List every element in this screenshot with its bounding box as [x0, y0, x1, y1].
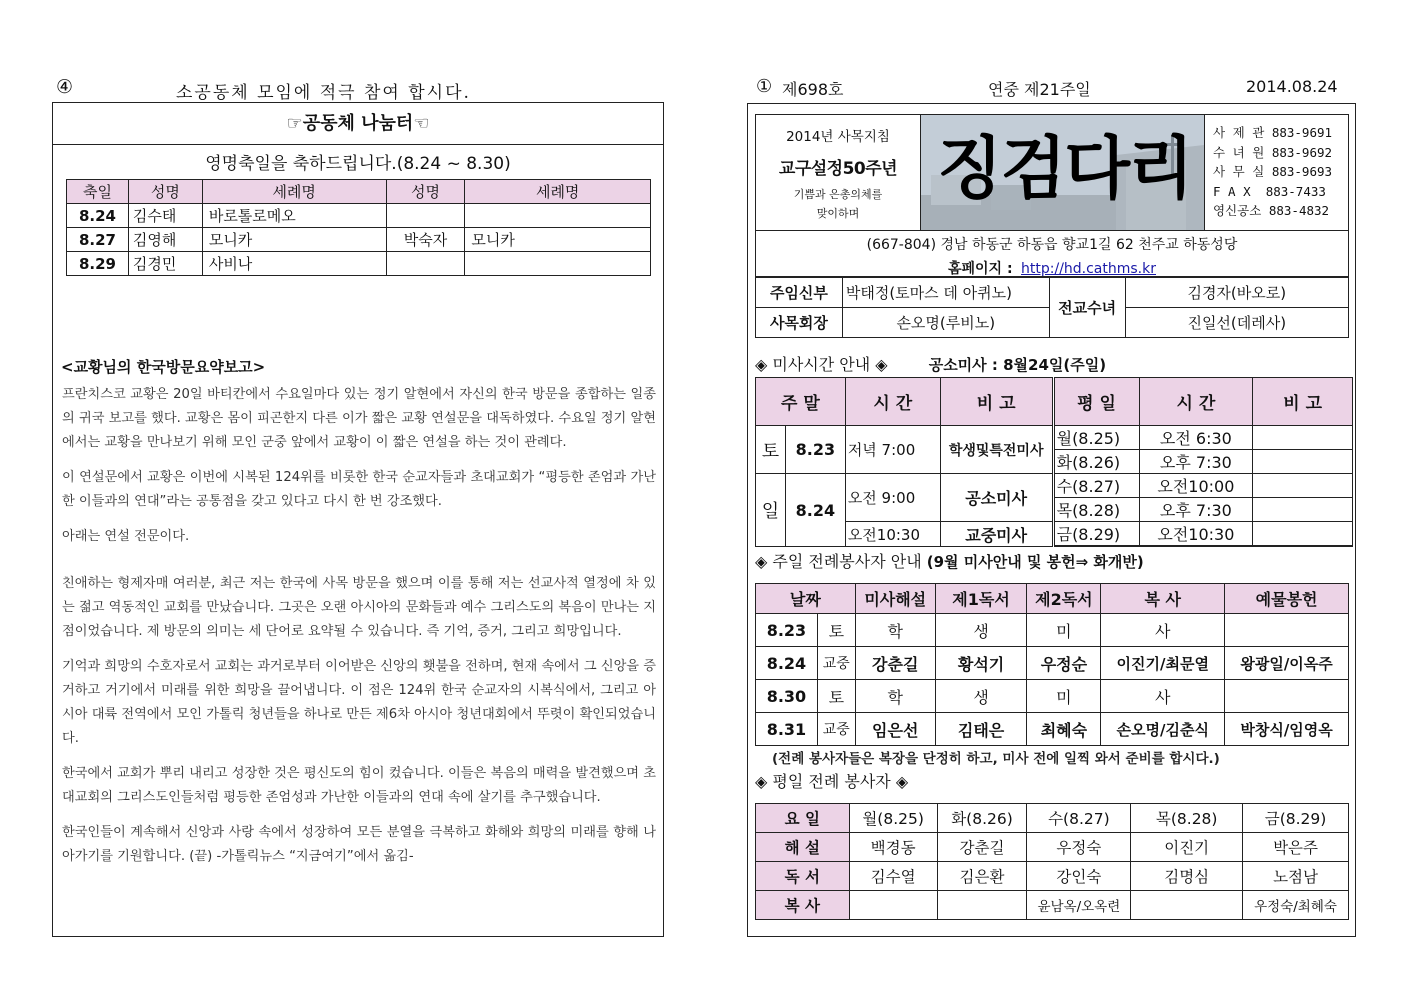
server-row [756, 713, 1349, 746]
mass-header-row [756, 378, 1353, 426]
issue-number: 제698호 [782, 80, 844, 99]
weekday-header: 월(8.25) [849, 804, 937, 833]
feast-table [66, 179, 651, 276]
feast-title: 영명축일을 축하드립니다.(8.24 ~ 8.30) [205, 154, 511, 174]
server-cell: 학 [855, 614, 935, 647]
weekend-note: 공소미사 [940, 474, 1053, 522]
feast-date: 8.24 [67, 204, 129, 228]
server-cell: 임은선 [855, 713, 935, 746]
server-header: 미사해설 [855, 584, 935, 614]
feast-header: 세례명 [465, 180, 651, 204]
weekday-header: 화(8.26) [937, 804, 1027, 833]
weekday-day: 수(8.27) [1053, 474, 1139, 498]
weekday-servers-table [755, 803, 1349, 920]
weekday-cell: 김수열 [849, 862, 937, 891]
feast-baptism: 모니카 [465, 228, 651, 252]
guideline-year: 2014년 사목지침 [786, 129, 890, 145]
president-name: 손오명(루비노) [842, 308, 1049, 338]
weekday-cell: 박은주 [1243, 833, 1349, 862]
feast-date: 8.29 [67, 252, 129, 276]
weekday-time: 오전10:30 [1139, 522, 1253, 546]
weekday-row [756, 891, 1349, 920]
mass-header: 시 간 [1139, 378, 1253, 426]
weekday-cell [937, 891, 1027, 920]
newsletter-title: 징검다리 [937, 129, 1192, 209]
feast-name: 김영해 [128, 228, 202, 252]
server-date: 8.24 [756, 647, 818, 680]
server-cell: 학 [855, 680, 935, 713]
server-day: 토 [817, 614, 855, 647]
server-cell: 생 [935, 680, 1027, 713]
contact-line: 사 제 관 883-9691 [1213, 125, 1333, 140]
masthead [755, 114, 1349, 231]
server-date: 8.30 [756, 680, 818, 713]
weekday-role: 해 설 [756, 833, 850, 862]
weekday-day: 금(8.29) [1053, 522, 1139, 546]
mass-header: 비 고 [940, 378, 1053, 426]
server-cell [1225, 680, 1349, 713]
right-page-header [752, 76, 1352, 102]
server-header-row [756, 584, 1349, 614]
weekday-role: 복 사 [756, 891, 850, 920]
sister-name: 김경자(바오로) [1125, 278, 1348, 308]
server-header: 예물봉헌 [1225, 584, 1349, 614]
weekday-cell [1131, 891, 1243, 920]
weekday-time: 오후 7:30 [1139, 450, 1253, 474]
pastor-name: 박태정(토마스 데 아퀴노) [842, 278, 1049, 308]
server-cell: 생 [935, 614, 1027, 647]
feast-header: 축일 [67, 180, 129, 204]
contact-line: F A X 883-7433 [1213, 183, 1326, 199]
server-cell: 사 [1101, 614, 1225, 647]
feast-baptism [465, 204, 651, 228]
contact-line: 영신공소 883-4832 [1213, 203, 1330, 218]
sunday-servers-table [755, 583, 1349, 746]
sunday-servers-note: (9월 미사안내 및 봉헌⇒ 화개반) [926, 553, 1144, 571]
contact-line: 수 녀 원 883-9692 [1213, 144, 1333, 160]
weekend-day: 일 [756, 474, 786, 547]
server-cell: 우정순 [1027, 647, 1101, 680]
weekday-header: 요 일 [756, 804, 850, 833]
report-paragraph: 한국에서 교회가 뿌리 내리고 성장한 것은 평신도의 힘이 컸습니다. 이들은 복음의 매력을 발견했으며 초대교회의 그리스도인들처럼 평등한 존엄성과 가난한 이들과의 연대 속에 살기를 추구했습니다. [62, 766, 656, 805]
weekday-cell: 백경동 [849, 833, 937, 862]
weekday-servers-heading: ◈ 평일 전례 봉사자 ◈ [755, 772, 909, 791]
weekend-date: 8.24 [785, 474, 845, 547]
mass-row [756, 474, 1353, 498]
weekday-cell: 우정숙 [1027, 833, 1131, 862]
server-row [756, 614, 1349, 647]
server-cell: 왕광일/이옥주 [1225, 647, 1349, 680]
server-cell: 강춘길 [855, 647, 935, 680]
weekday-cell: 김은환 [937, 862, 1027, 891]
mass-times-table [755, 377, 1353, 547]
feast-header-row [67, 180, 651, 204]
mass-row [756, 426, 1353, 450]
server-cell: 황석기 [935, 647, 1027, 680]
left-page-header [52, 76, 664, 102]
weekday-cell: 강인숙 [1027, 862, 1131, 891]
report-paragraph: 프란치스코 교황은 20일 바티칸에서 수요일마다 있는 정기 알현에서 자신의 한국 방문을 종합하는 일종의 귀국 보고를 했다. 교황은 몸이 피곤한지 다른 이가 짧은 교황 연설문을 대독하였다. 수요일 정기 알현에서는 교황을 만나보기 위해 모인 군중 앞에서 교황이 이 짧은 연설을 하는 것이 관례다. [62, 387, 656, 450]
weekday-time: 오후 7:30 [1139, 498, 1253, 522]
server-cell: 김태은 [935, 713, 1027, 746]
weekday-cell: 강춘길 [937, 833, 1027, 862]
server-header: 복 사 [1101, 584, 1225, 614]
feast-row [67, 204, 651, 228]
feast-name: 김수태 [128, 204, 202, 228]
mass-heading: ◈ 미사시간 안내 ◈ 공소미사 : 8월24일(주일) [755, 355, 1107, 374]
feast-header: 성명 [386, 180, 465, 204]
report-title: <교황님의 한국방문요약보고> [61, 358, 266, 376]
weekday-day: 화(8.26) [1053, 450, 1139, 474]
mass-header: 평 일 [1053, 378, 1139, 426]
report-body [62, 383, 656, 880]
server-date: 8.31 [756, 713, 818, 746]
server-header: 날짜 [756, 584, 856, 614]
mass-header: 비 고 [1253, 378, 1353, 426]
weekday-header: 금(8.29) [1243, 804, 1349, 833]
liturgical-week: 연중 제21주일 [988, 80, 1091, 99]
feast-baptism: 바로톨로메오 [202, 204, 386, 228]
mass-header: 주 말 [756, 378, 846, 426]
weekday-cell: 우정숙/최혜숙 [1243, 891, 1349, 920]
feast-baptism: 사비나 [202, 252, 386, 276]
contact-list [1204, 115, 1350, 230]
weekday-time: 오전10:00 [1139, 474, 1253, 498]
server-cell: 박창식/임영옥 [1225, 713, 1349, 746]
weekend-date: 8.23 [785, 426, 845, 474]
feast-name [386, 252, 465, 276]
issue-date: 2014.08.24 [1246, 77, 1338, 96]
weekday-role: 독 서 [756, 862, 850, 891]
mass-header: 시 간 [845, 378, 940, 426]
left-slogan: 소공동체 모임에 적극 참여 합시다. [176, 83, 471, 103]
server-cell [1225, 614, 1349, 647]
homepage-line [756, 258, 1348, 278]
server-cell: 손오명/김춘식 [1101, 713, 1225, 746]
server-row [756, 647, 1349, 680]
weekday-header-row [756, 804, 1349, 833]
weekend-time: 오전 9:00 [845, 474, 940, 522]
church-photo [921, 115, 1204, 230]
weekday-cell: 노점남 [1243, 862, 1349, 891]
church-address: (667-804) 경남 하동군 하동읍 향교1길 62 천주교 하동성당 [866, 237, 1238, 253]
homepage-label: 홈페이지 : [947, 261, 1013, 277]
server-cell: 사 [1101, 680, 1225, 713]
weekday-row [756, 862, 1349, 891]
server-date: 8.23 [756, 614, 818, 647]
weekday-cell: 김명심 [1131, 862, 1243, 891]
server-header: 제2독서 [1027, 584, 1101, 614]
report-paragraph: 친애하는 형제자매 여러분, 최근 저는 한국에 사목 방문을 했으며 이를 통해 저는 선교사적 열정에 차 있는 젊고 역동적인 교회를 만났습니다. 그곳은 오랜 아시아의 문화들과 예수 그리스도의 복음이 만나는 지점이었습니다. 제 방문의 의미는 세 단어로 요약될 수 있습니다. 즉 기억, 증거, 그리고 희망입니다. [62, 576, 656, 639]
motto-line-2: 맞이하며 [816, 207, 860, 220]
weekend-time: 오전10:30 [845, 522, 940, 547]
report-paragraph: 이 연설문에서 교황은 이번에 시복된 124위를 비롯한 한국 순교자들과 초대교회가 “평등한 존엄과 가난한 이들과의 연대”라는 공통점을 갖고 있다고 다시 한 번 강조했다. [62, 470, 656, 509]
motto-line-1: 기쁨과 은총의체를 [793, 188, 883, 201]
contact-line: 사 무 실 883-9693 [1213, 164, 1333, 179]
weekday-row [756, 833, 1349, 862]
bulletin-front [747, 103, 1356, 937]
report-paragraph: 한국인들이 계속해서 신앙과 사랑 속에서 성장하여 모든 분열을 극복하고 화해와 희망의 미래를 향해 나아가기를 기원합니다. (끝) -가톨릭뉴스 “지금여기”에서 옮김- [62, 825, 656, 864]
weekday-day: 월(8.25) [1053, 426, 1139, 450]
server-day: 교중 [817, 713, 855, 746]
weekday-cell: 윤남옥/오옥련 [1027, 891, 1131, 920]
feast-baptism: 모니카 [202, 228, 386, 252]
mission-mass: 공소미사 : 8월24일(주일) [928, 356, 1107, 374]
sunday-servers-heading: ◈ 주일 전례봉사자 안내 (9월 미사안내 및 봉헌⇒ 화개반) [755, 552, 1144, 571]
homepage-link[interactable]: http://hd.cathms.kr [1021, 261, 1156, 277]
server-day: 토 [817, 680, 855, 713]
feast-header: 세례명 [202, 180, 386, 204]
staff-row [756, 278, 1349, 308]
weekend-time: 저녁 7:00 [845, 426, 940, 474]
feast-name: 김경민 [128, 252, 202, 276]
feast-date: 8.27 [67, 228, 129, 252]
right-page-number: ① [756, 76, 773, 97]
report-paragraph: 아래는 연설 전문이다. [62, 529, 190, 544]
server-dress-note: (전례 봉사자들은 복장을 단정히 하고, 미사 전에 일찍 와서 준비를 합시다.) [772, 751, 1220, 767]
community-section [52, 102, 664, 937]
pastoral-guideline [756, 115, 921, 230]
server-cell: 최혜숙 [1027, 713, 1101, 746]
server-row [756, 680, 1349, 713]
weekday-header: 수(8.27) [1027, 804, 1131, 833]
weekend-day: 토 [756, 426, 786, 474]
left-page-number: ④ [56, 76, 74, 98]
server-day: 교중 [817, 647, 855, 680]
weekday-day: 목(8.28) [1053, 498, 1139, 522]
sister-name: 진일선(데레사) [1125, 308, 1348, 338]
feast-name: 박숙자 [386, 228, 465, 252]
staff-table [755, 277, 1349, 338]
feast-header: 성명 [128, 180, 202, 204]
weekday-header: 목(8.28) [1131, 804, 1243, 833]
server-header: 제1독서 [935, 584, 1027, 614]
address-box [755, 231, 1349, 277]
weekday-cell [849, 891, 937, 920]
president-label: 사목회장 [756, 308, 843, 338]
feast-row [67, 228, 651, 252]
report-paragraph: 기억과 희망의 수호자로서 교회는 과거로부터 이어받은 신앙의 횃불을 전하며, 현재 속에서 그 신앙을 증거하고 거기에서 미래를 위한 희망을 끌어냅니다. 이 점은 124위 한국 순교자의 시복식에서, 그리고 아시아 대륙 전역에서 모인 가톨릭 청년들을 하나로 만든 제6차 아시아 청년대회에서 뚜렷이 확인되었습니다. [62, 659, 656, 746]
feast-row [67, 252, 651, 276]
weekend-note: 교중미사 [940, 522, 1053, 547]
anniversary: 교구설정50주년 [778, 159, 898, 179]
weekday-cell: 이진기 [1131, 833, 1243, 862]
mass-row [756, 522, 1353, 546]
feast-baptism [465, 252, 651, 276]
pastor-label: 주임신부 [756, 278, 843, 308]
sisters-label: 전교수녀 [1049, 278, 1125, 338]
weekend-note: 학생및특전미사 [940, 426, 1053, 474]
weekday-time: 오전 6:30 [1139, 426, 1253, 450]
section-title: ☞공동체 나눔터☜ [53, 103, 663, 145]
server-cell: 이진기/최문열 [1101, 647, 1225, 680]
server-cell: 미 [1027, 614, 1101, 647]
server-cell: 미 [1027, 680, 1101, 713]
feast-name [386, 204, 465, 228]
